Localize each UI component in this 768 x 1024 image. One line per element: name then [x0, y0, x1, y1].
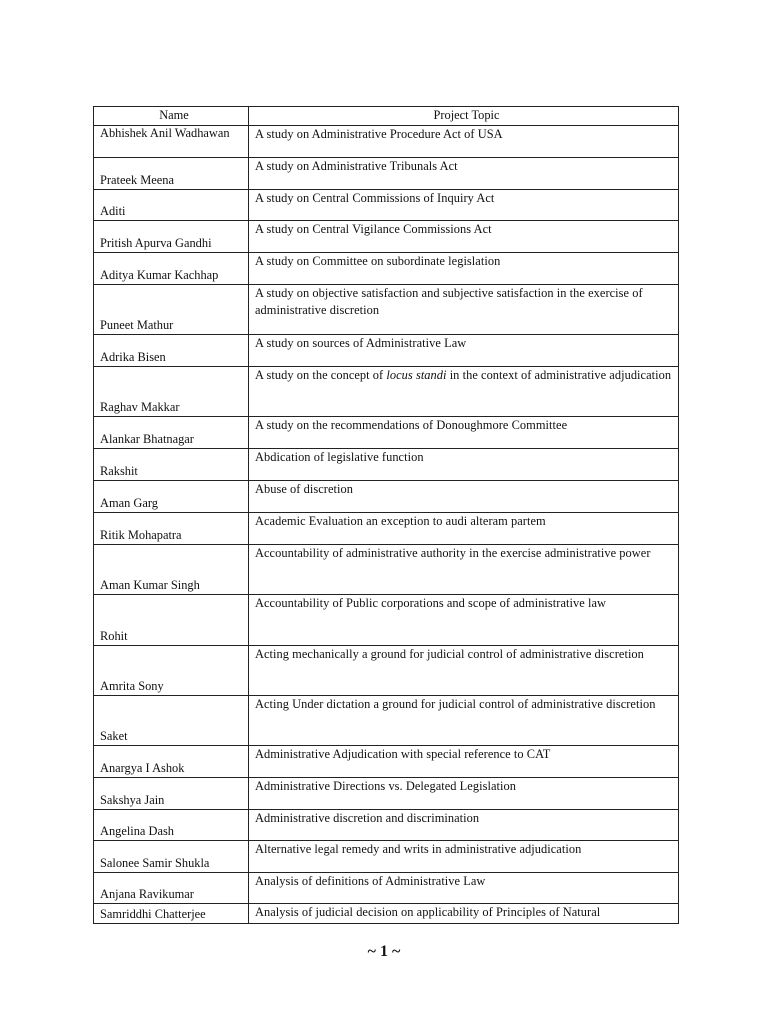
project-topic: Administrative Directions vs. Delegated Legislation — [249, 778, 679, 810]
table-row — [94, 158, 679, 190]
table-row — [94, 810, 679, 841]
student-name: Ritik Mohapatra — [94, 513, 249, 545]
project-topic — [249, 367, 679, 417]
table-row — [94, 595, 679, 646]
table-row — [94, 841, 679, 873]
student-name: Angelina Dash — [94, 810, 249, 841]
student-name: Alankar Bhatnagar — [94, 417, 249, 449]
table-row — [94, 335, 679, 367]
project-topic: A study on Central Commissions of Inquiry Act — [249, 190, 679, 221]
project-topic: Analysis of judicial decision on applicability of Principles of Natural — [249, 904, 679, 924]
table-header-row — [94, 107, 679, 126]
project-topic: A study on Administrative Procedure Act of USA — [249, 126, 679, 158]
project-topic: Analysis of definitions of Administrative Law — [249, 873, 679, 904]
student-name: Prateek Meena — [94, 158, 249, 190]
project-topic: Accountability of administrative authority in the exercise administrative power — [249, 545, 679, 595]
student-name: Aman Garg — [94, 481, 249, 513]
student-name: Raghav Makkar — [94, 367, 249, 417]
project-topic: Acting Under dictation a ground for judicial control of administrative discretion — [249, 696, 679, 746]
student-name: Anargya I Ashok — [94, 746, 249, 778]
table-row — [94, 481, 679, 513]
student-name: Rohit — [94, 595, 249, 646]
student-name: Abhishek Anil Wadhawan — [94, 126, 249, 158]
student-name: Samriddhi Chatterjee — [94, 904, 249, 924]
table-row — [94, 904, 679, 924]
project-topic: Accountability of Public corporations and scope of administrative law — [249, 595, 679, 646]
table-row — [94, 873, 679, 904]
topic-text: in the context of administrative adjudication — [446, 368, 672, 382]
student-name: Puneet Mathur — [94, 285, 249, 335]
project-topic: A study on Central Vigilance Commissions Act — [249, 221, 679, 253]
table-row — [94, 190, 679, 221]
name-column-header: Name — [94, 107, 249, 126]
student-name: Aditi — [94, 190, 249, 221]
student-name: Sakshya Jain — [94, 778, 249, 810]
project-topic: A study on objective satisfaction and subjective satisfaction in the exercise of administrative discretion — [249, 285, 679, 335]
table-row — [94, 367, 679, 417]
table-row — [94, 126, 679, 158]
table-row — [94, 545, 679, 595]
project-topic: A study on Committee on subordinate legislation — [249, 253, 679, 285]
table-row — [94, 778, 679, 810]
project-topic: Alternative legal remedy and writs in administrative adjudication — [249, 841, 679, 873]
project-topic: Abuse of discretion — [249, 481, 679, 513]
table-row — [94, 449, 679, 481]
topic-text: A study on the concept of — [255, 368, 387, 382]
student-name: Amrita Sony — [94, 646, 249, 696]
table-row — [94, 746, 679, 778]
project-topic: A study on Administrative Tribunals Act — [249, 158, 679, 190]
student-name: Aman Kumar Singh — [94, 545, 249, 595]
table-row — [94, 285, 679, 335]
student-name: Adrika Bisen — [94, 335, 249, 367]
project-topic: Administrative Adjudication with special reference to CAT — [249, 746, 679, 778]
student-name: Salonee Samir Shukla — [94, 841, 249, 873]
project-topic: A study on sources of Administrative Law — [249, 335, 679, 367]
project-allocation-table — [93, 106, 679, 924]
student-name: Rakshit — [94, 449, 249, 481]
student-name: Saket — [94, 696, 249, 746]
student-name: Pritish Apurva Gandhi — [94, 221, 249, 253]
project-topic: A study on the recommendations of Donoughmore Committee — [249, 417, 679, 449]
project-topic: Acting mechanically a ground for judicial control of administrative discretion — [249, 646, 679, 696]
topic-italic-term: locus standi — [386, 368, 447, 382]
table-row — [94, 221, 679, 253]
student-name: Anjana Ravikumar — [94, 873, 249, 904]
table-row — [94, 646, 679, 696]
table-row — [94, 417, 679, 449]
student-name: Aditya Kumar Kachhap — [94, 253, 249, 285]
project-topic: Abdication of legislative function — [249, 449, 679, 481]
project-topic: Academic Evaluation an exception to audi alteram partem — [249, 513, 679, 545]
project-topic: Administrative discretion and discrimination — [249, 810, 679, 841]
topic-column-header: Project Topic — [249, 107, 679, 126]
table-row — [94, 696, 679, 746]
table-row — [94, 513, 679, 545]
page-number: ~ 1 ~ — [367, 943, 401, 960]
table-row — [94, 253, 679, 285]
